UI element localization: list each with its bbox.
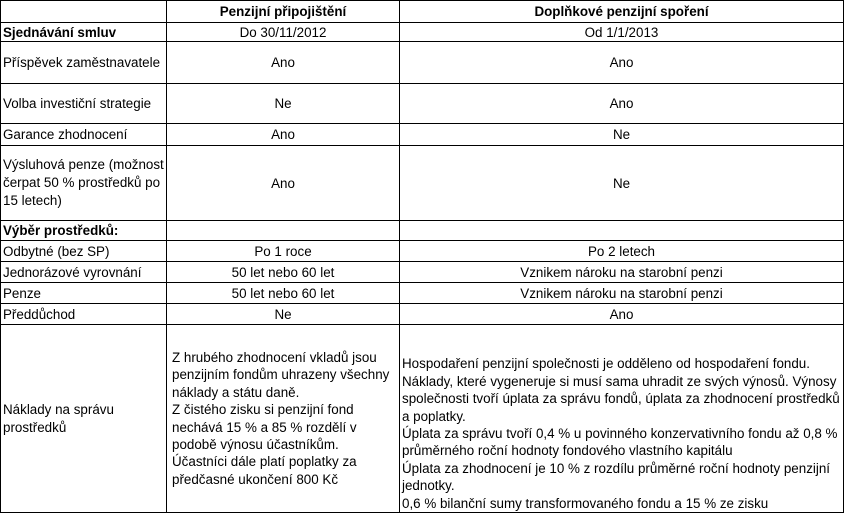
cell-dps: Vznikem nároku na starobní penzi [400, 283, 844, 304]
costs-dps-cell [400, 325, 844, 513]
cell-dps: Od 1/1/2013 [400, 23, 844, 42]
cell-pp: Ne [167, 84, 400, 124]
row-label: Předdůchod [1, 304, 167, 325]
header-pension-insurance: Penzijní připojištění [167, 1, 400, 23]
table-row [1, 283, 844, 304]
cell-dps [400, 221, 844, 241]
table-row [1, 241, 844, 262]
cell-pp: Po 1 roce [167, 241, 400, 262]
cell-dps: Po 2 letech [400, 241, 844, 262]
row-label: Příspěvek zaměstnavatele [1, 42, 167, 84]
table-row [1, 262, 844, 283]
cell-pp: 50 let nebo 60 let [167, 262, 400, 283]
table-row [1, 23, 844, 42]
cell-dps: Vznikem nároku na starobní penzi [400, 262, 844, 283]
cell-pp: Do 30/11/2012 [167, 23, 400, 42]
cell-dps: Ano [400, 42, 844, 84]
header-row [1, 1, 844, 23]
header-empty-cell [1, 1, 167, 23]
section-label: Výběr prostředků: [1, 221, 167, 241]
costs-dps-para: Úplata za správu tvoří 0,4 % u povinného konzervativního fondu až 0,8 % průměrného roční hodnoty fondového vlastního kapitálu [402, 425, 838, 459]
table-row [1, 221, 844, 241]
costs-pp-para: Z čistého zisku si penzijní fond nechává 15 % a 85 % rozdělí v podobě výnosu účastníkům. [172, 402, 357, 452]
cell-dps: Ano [400, 304, 844, 325]
cell-dps: Ano [400, 84, 844, 124]
costs-pp-para: Účastníci dále platí poplatky za předčasné ukončení 800 Kč [172, 454, 357, 487]
row-label: Výsluhová penze (možnost čerpat 50 % prostředků po 15 letech) [1, 146, 167, 221]
costs-dps-para: 0,6 % bilanční sumy transformovaného fondu a 15 % ze zisku [402, 495, 769, 511]
cell-pp [167, 221, 400, 241]
costs-pp-cell [167, 325, 400, 513]
table-row [1, 304, 844, 325]
row-label: Odbytné (bez SP) [1, 241, 167, 262]
costs-dps-para: Hospodaření penzijní společnosti je odděleno od hospodaření fondu. Náklady, které vygeneruje si musí sama uhradit ze svých výnosů. Výnosy společnosti tvoří úplata za správu fondů, úplata za zhodnocení prostředků a poplatky. [402, 356, 840, 424]
header-supplementary-saving: Doplňkové penzijní spoření [400, 1, 844, 23]
costs-row [1, 325, 844, 513]
row-label: Penze [1, 283, 167, 304]
row-label: Volba investiční strategie [1, 84, 167, 124]
table-row [1, 146, 844, 221]
cell-dps: Ne [400, 146, 844, 221]
cell-dps: Ne [400, 124, 844, 146]
cell-pp: Ano [167, 124, 400, 146]
row-label: Garance zhodnocení [1, 124, 167, 146]
cell-pp: Ano [167, 146, 400, 221]
table-row [1, 42, 844, 84]
costs-pp-para: Z hrubého zhodnocení vkladů jsou penzijním fondům uhrazeny všechny náklady a státu daně. [172, 349, 390, 400]
costs-dps-para: Úplata za zhodnocení je 10 % z rozdílu průměrné roční hodnoty penzijní jednotky. [402, 460, 831, 494]
row-label: Jednorázové vyrovnání [1, 262, 167, 283]
table-row [1, 84, 844, 124]
costs-label: Náklady na správu prostředků [1, 325, 167, 513]
table-row [1, 124, 844, 146]
row-label: Sjednávání smluv [1, 23, 167, 42]
cell-pp: 50 let nebo 60 let [167, 283, 400, 304]
cell-pp: Ano [167, 42, 400, 84]
cell-pp: Ne [167, 304, 400, 325]
